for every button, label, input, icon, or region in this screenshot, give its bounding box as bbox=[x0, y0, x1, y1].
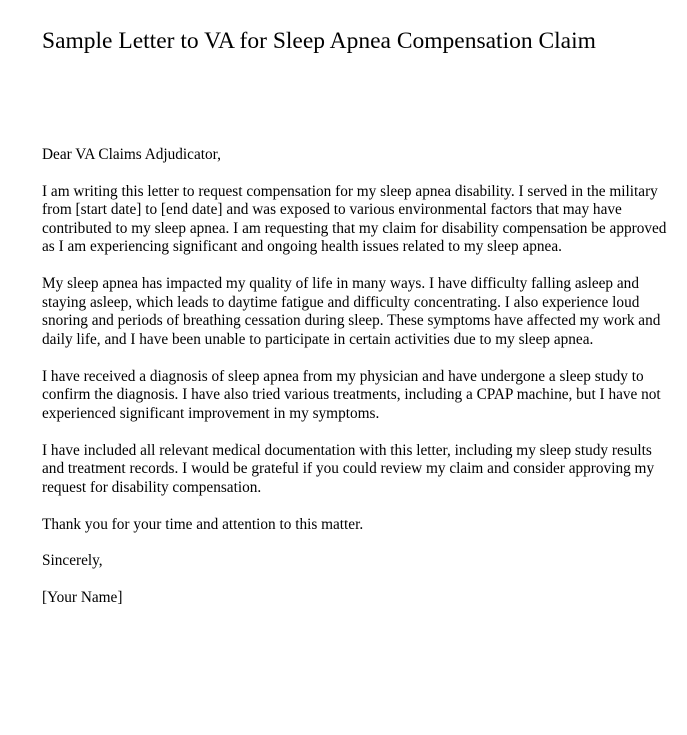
paragraph-intro: I am writing this letter to request compensation for my sleep apnea disability. I served in the military from [start date] to [end date] and was exposed to various environmental factors that may have contributed to my sleep apnea. I am requesting that my claim for disability compensation be approved as I am experiencing significant and ongoing health issues related to my sleep apnea. bbox=[42, 182, 667, 255]
salutation: Dear VA Claims Adjudicator, bbox=[42, 146, 221, 163]
paragraph-documentation: I have included all relevant medical documentation with this letter, including my sleep study results and treatment records. I would be grateful if you could review my claim and consider approving my request for disability compensation. bbox=[42, 441, 655, 496]
closing: Sincerely, bbox=[42, 552, 103, 569]
paragraph-diagnosis: I have received a diagnosis of sleep apnea from my physician and have undergone a sleep study to confirm the diagnosis. I have also tried various treatments, including a CPAP machine, but I have not experienced significant improvement in my symptoms. bbox=[42, 367, 661, 422]
signature: [Your Name] bbox=[42, 588, 123, 606]
letter-title: Sample Letter to VA for Sleep Apnea Compensation Claim bbox=[42, 28, 596, 54]
letter-body bbox=[42, 146, 674, 625]
paragraph-impact: My sleep apnea has impacted my quality of life in many ways. I have difficulty falling asleep and staying asleep, which leads to daytime fatigue and difficulty concentrating. I also experience loud snoring and periods of breathing cessation during sleep. These symptoms have affected my work and daily life, and I have been unable to participate in certain activities due to my sleep apnea. bbox=[42, 275, 661, 348]
paragraph-thanks: Thank you for your time and attention to this matter. bbox=[42, 515, 364, 533]
